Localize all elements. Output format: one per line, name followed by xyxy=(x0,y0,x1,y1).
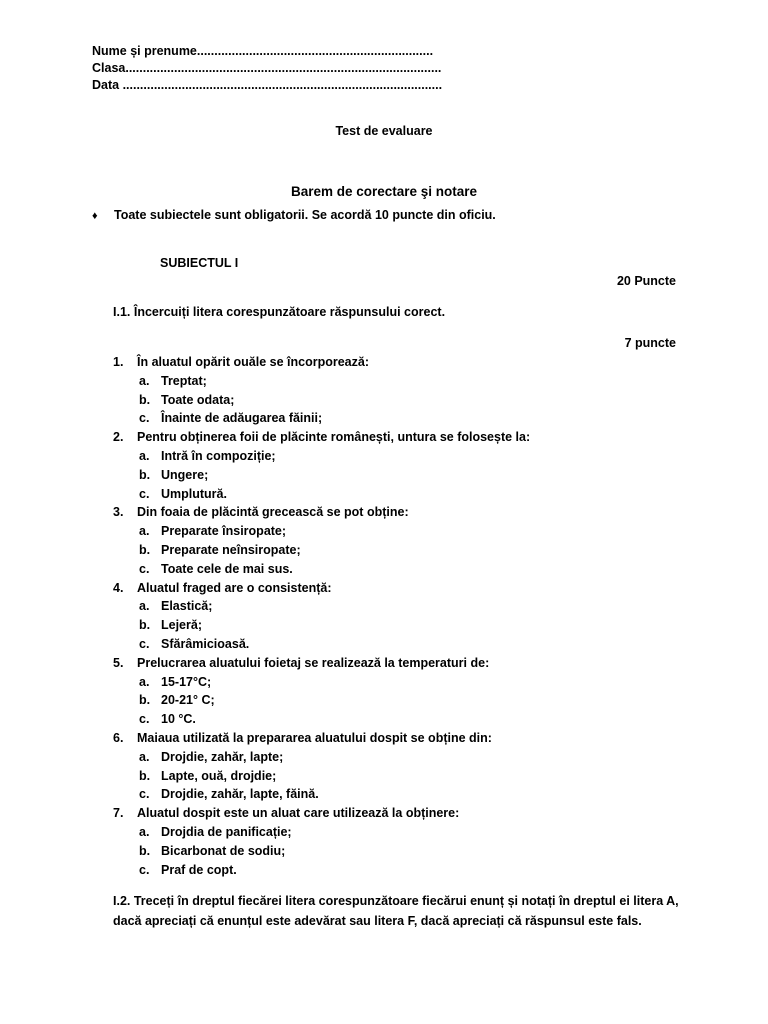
option-letter: c. xyxy=(139,561,150,576)
option-letter: c. xyxy=(139,787,150,802)
option-3-c[interactable] xyxy=(139,560,293,579)
option-letter: a. xyxy=(139,449,150,463)
option-letter: b. xyxy=(139,843,151,858)
option-letter: a. xyxy=(139,373,150,388)
option-text: Lapte, ouă, drojdie; xyxy=(161,768,277,783)
option-6-a[interactable] xyxy=(139,748,283,767)
question-number: 5. xyxy=(113,655,124,670)
option-3-b[interactable] xyxy=(139,541,301,560)
question-6 xyxy=(113,729,492,748)
option-letter: b. xyxy=(139,693,151,708)
option-text: Preparate neînsiropate; xyxy=(161,543,301,557)
question-text: Pentru obținerea foii de plăcinte românești, untura se folosește la: xyxy=(137,430,531,445)
option-letter: b. xyxy=(139,768,151,783)
section1-instruction: I.1. Încercuiți litera corespunzătoare răspunsului corect. xyxy=(113,305,446,319)
option-letter: c. xyxy=(139,486,150,501)
option-text: Intră în compoziție; xyxy=(161,449,276,463)
option-letter: b. xyxy=(139,543,151,557)
question-2 xyxy=(113,428,530,447)
option-text: Ungere; xyxy=(161,467,209,482)
option-letter: c. xyxy=(139,712,150,727)
option-text: Praf de copt. xyxy=(161,862,237,877)
name-line: Nume și prenume.................................................................... xyxy=(92,44,434,58)
option-text: Treptat; xyxy=(161,373,207,388)
question-number: 4. xyxy=(113,580,124,595)
option-5-c[interactable] xyxy=(139,710,196,729)
option-5-a[interactable] xyxy=(139,673,211,692)
option-2-a[interactable] xyxy=(139,447,276,466)
question-text: Maiaua utilizată la prepararea aluatului dospit se obține din: xyxy=(137,731,492,745)
option-letter: a. xyxy=(139,599,150,614)
subject-title: SUBIECTUL I xyxy=(160,256,239,270)
option-letter: a. xyxy=(139,825,150,839)
option-text: Elastică; xyxy=(161,599,213,614)
question-number: 2. xyxy=(113,430,124,445)
option-6-b[interactable] xyxy=(139,767,276,786)
option-7-c[interactable] xyxy=(139,861,237,880)
option-letter: a. xyxy=(139,749,150,764)
question-5 xyxy=(113,654,489,673)
option-text: Toate odata; xyxy=(161,392,235,407)
option-2-c[interactable] xyxy=(139,485,227,504)
question-4 xyxy=(113,579,331,598)
barem-title: Barem de corectare şi notare xyxy=(290,184,478,199)
option-letter: b. xyxy=(139,392,151,407)
question-1 xyxy=(113,353,369,372)
option-6-c[interactable] xyxy=(139,785,319,804)
option-7-b[interactable] xyxy=(139,842,285,861)
option-letter: b. xyxy=(139,467,151,482)
question-text: Aluatul fraged are o consistență: xyxy=(137,580,332,595)
option-4-a[interactable] xyxy=(139,597,212,616)
option-text: Lejeră; xyxy=(161,618,202,633)
diamond-bullet-icon: ♦ xyxy=(92,210,98,222)
date-line: Data ............................................................................................ xyxy=(92,78,443,92)
question-number: 7. xyxy=(113,806,124,821)
option-3-a[interactable] xyxy=(139,522,286,541)
option-2-b[interactable] xyxy=(139,466,208,485)
option-letter: c. xyxy=(139,862,150,877)
question-7 xyxy=(113,804,459,823)
option-letter: a. xyxy=(139,524,150,539)
question-text: În aluatul opărit ouăle se încorporează: xyxy=(137,355,369,369)
section2-instruction: I.2. Treceți în dreptul fiecărei litera corespunzătoare fiecărui enunț și notați în dreptul ei litera A, dacă apreciați că enunțul este adevărat sau litera F, dacă apreciați că răspunsul este fals. xyxy=(113,894,679,928)
option-4-c[interactable] xyxy=(139,635,249,654)
option-text: Drojdia de panificație; xyxy=(161,825,292,839)
option-4-b[interactable] xyxy=(139,616,202,635)
question-number: 1. xyxy=(113,355,124,369)
option-text: Sfărâmicioasă. xyxy=(161,637,250,651)
class-line: Clasa........................................................................................... xyxy=(92,61,442,75)
question-text: Aluatul dospit este un aluat care utilizează la obținere: xyxy=(137,806,460,821)
question-text: Din foaia de plăcintă grecească se pot obține: xyxy=(137,505,409,520)
option-7-a[interactable] xyxy=(139,823,292,842)
section1-points: 7 puncte xyxy=(624,336,676,350)
option-letter: a. xyxy=(139,674,150,689)
option-text: Bicarbonat de sodiu; xyxy=(161,843,286,858)
subject-points: 20 Puncte xyxy=(616,274,676,288)
option-text: Drojdie, zahăr, lapte, făină. xyxy=(161,787,319,802)
option-text: 15-17°C; xyxy=(161,674,212,689)
option-letter: c. xyxy=(139,411,150,426)
option-text: Preparate însiropate; xyxy=(161,524,287,539)
test-title: Test de evaluare xyxy=(335,124,433,138)
option-text: 10 °C. xyxy=(161,712,196,727)
option-letter: c. xyxy=(139,637,150,651)
option-1-a[interactable] xyxy=(139,372,207,391)
option-text: 20-21° C; xyxy=(161,693,215,708)
option-text: Umplutură. xyxy=(161,486,227,501)
intro-text: Toate subiectele sunt obligatorii. Se acordă 10 puncte din oficiu. xyxy=(114,208,496,222)
question-3 xyxy=(113,503,409,522)
option-1-b[interactable] xyxy=(139,391,234,410)
question-number: 3. xyxy=(113,505,124,520)
intro-line xyxy=(92,206,496,226)
option-1-c[interactable] xyxy=(139,409,322,428)
option-5-b[interactable] xyxy=(139,691,215,710)
option-letter: b. xyxy=(139,618,151,633)
question-number: 6. xyxy=(113,731,124,745)
option-text: Drojdie, zahăr, lapte; xyxy=(161,749,284,764)
option-text: Înainte de adăugarea făinii; xyxy=(161,411,323,426)
question-text: Prelucrarea aluatului foietaj se realizează la temperaturi de: xyxy=(137,655,490,670)
option-text: Toate cele de mai sus. xyxy=(161,561,293,576)
